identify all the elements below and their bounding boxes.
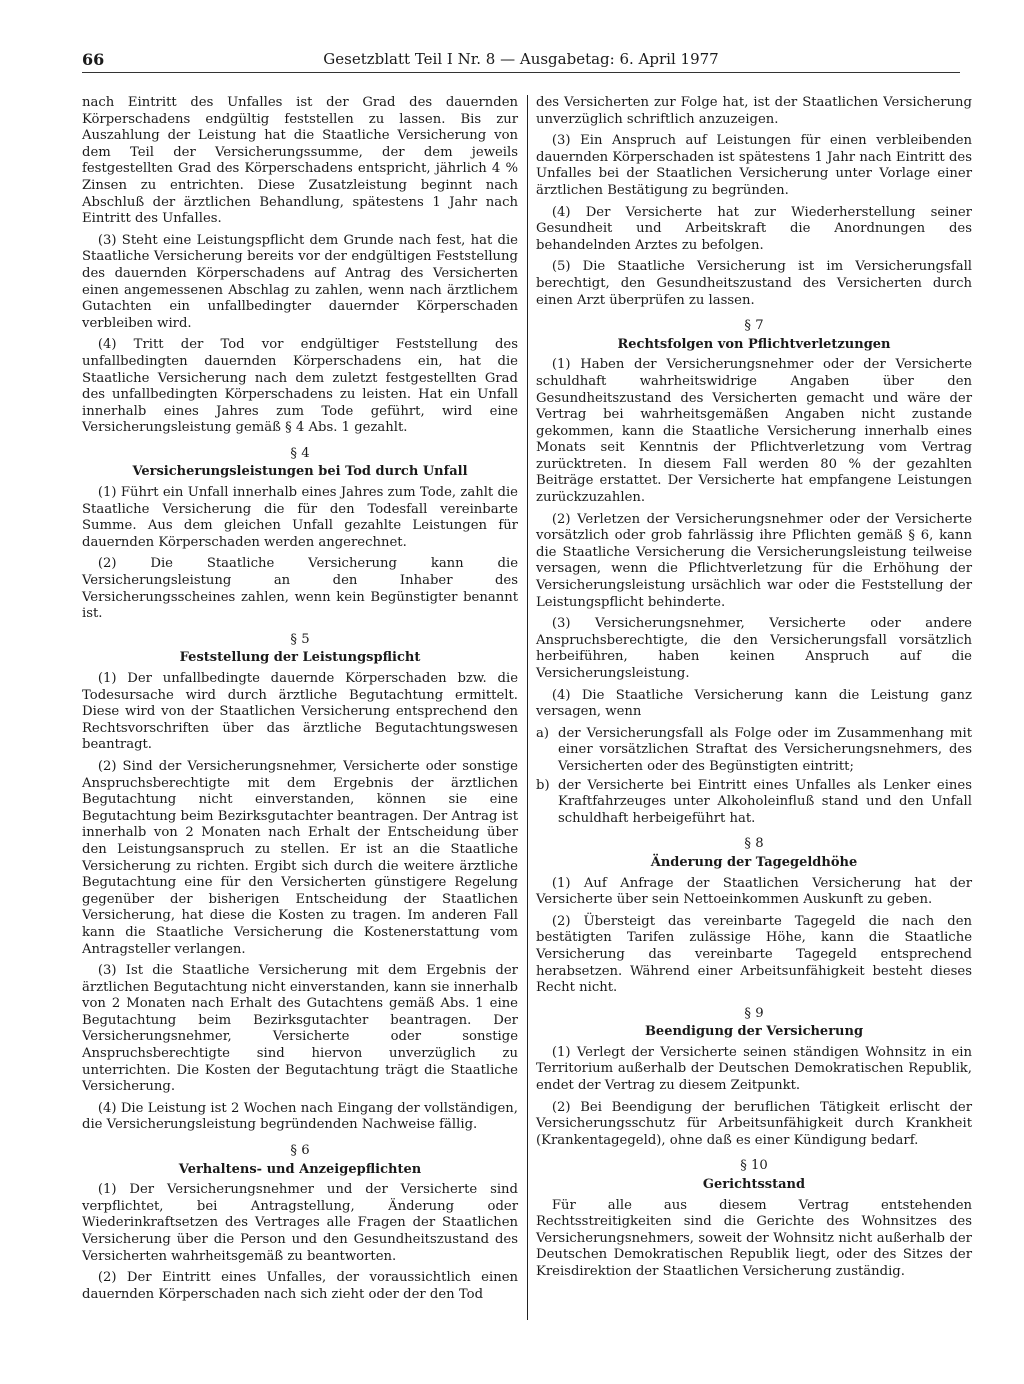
section-title: Beendigung der Versicherung — [644, 1024, 864, 1040]
paragraph: (4) Tritt der Tod vor endgültiger Feststellung des unfallbedingten dauernden Körperschadens ein, hat die Staatliche Versicherung nach dem zuletzt festgestellten Grad des unfallbedingten Körperschadens zu leisten. Hat ein Unfall innerhalb eines Jahres zum Tode geführt, wird eine Versicherungsleistung gemäß § 4 Abs. 1 gezahlt. — [82, 337, 518, 436]
section-number: § 4 — [290, 445, 310, 461]
paragraph: (4) Die Staatliche Versicherung kann die Leistung ganz versagen, wenn — [536, 687, 972, 720]
section-title: Feststellung der Leistungspflicht — [179, 650, 421, 666]
section-title: Verhaltens- und Anzeigepflichten — [178, 1161, 422, 1177]
left-column — [82, 95, 518, 1308]
paragraph: (1) Auf Anfrage der Staatlichen Versicherung hat der Versicherte über sein Nettoeinkommen Auskunft zu geben. — [536, 875, 972, 908]
list-item — [536, 726, 972, 776]
list-item-label: b) — [536, 777, 550, 793]
section-number: § 7 — [744, 318, 764, 334]
page-number: 66 — [82, 50, 105, 69]
paragraph: (2) Übersteigt das vereinbarte Tagegeld die nach den bestätigten Tarifen zulässige Höhe, kann die Staatliche Versicherung das vereinbarte Tagegeld entsprechend herabsetzen. Während einer Arbeitsunfähigkeit besteht dieses Recht nicht. — [536, 913, 972, 996]
paragraph: (2) Sind der Versicherungsnehmer, Versicherte oder sonstige Anspruchsberechtigte mit dem Ergebnis der ärztlichen Begutachtung nicht einverstanden, können sie eine Begutachtung beim Bezirksgutachter beantragen. Der Antrag ist innerhalb von 2 Monaten nach Erhalt der Entscheidung über den Leistungsanspruch zu stellen. Er ist an die Staatliche Versicherung zu richten. Ergibt sich durch die weitere ärztliche Begutachtung eine für den Versicherten günstigere Regelung gegenüber der bisherigen Entscheidung der Staatlichen Versicherung, hat diese die Kosten zu tragen. Im anderen Fall kann die Staatliche Versicherung die Kostenerstattung vom Antragsteller verlangen. — [82, 758, 518, 957]
column-divider — [527, 95, 528, 1320]
paragraph: (3) Steht eine Leistungspflicht dem Grunde nach fest, hat die Staatliche Versicherung bereits vor der endgültigen Feststellung des dauernden Körperschadens auf Antrag des Versicherten einen angemessenen Abschlag zu zahlen, wenn nach ärztlichem Gutachten ein unfallbedingter dauernder Körperschaden verbleiben wird. — [82, 232, 518, 331]
list-item-text: der Versicherte bei Eintritt eines Unfalles als Lenker eines Kraftfahrzeuges unter Alkoholeinfluß stand und den Unfall schuldhaft herbeigeführt hat. — [558, 777, 972, 826]
paragraph: (1) Der unfallbedingte dauernde Körperschaden bzw. die Todesursache wird durch ärztliche Begutachtung ermittelt. Diese wird von der Staatlichen Versicherung entsprechend den Rechtsvorschriften über das ärztliche Begutachtungswesen beantragt. — [82, 671, 518, 753]
paragraph: (1) Verlegt der Versicherte seinen ständigen Wohnsitz in ein Territorium außerhalb der Deutschen Demokratischen Republik, endet der Vertrag zu diesem Zeitpunkt. — [536, 1044, 972, 1094]
section-title: Rechtsfolgen von Pflichtverletzungen — [617, 336, 891, 352]
paragraph: (3) Ein Anspruch auf Leistungen für einen verbleibenden dauernden Körperschaden ist spätestens 1 Jahr nach Eintritt des Unfalles bei der Staatlichen Versicherung unter Vorlage einer ärztlichen Bestätigung zu begründen. — [536, 133, 972, 198]
paragraph: (1) Der Versicherungsnehmer und der Versicherte sind verpflichtet, bei Antragstellung, Änderung oder Wiederinkraftsetzen des Vertrages alle Fragen der Staatlichen Versicherung über die Person und den Gesundheitszustand des Versicherten wahrheitsgemäß zu beantworten. — [82, 1182, 518, 1264]
running-title: Gesetzblatt Teil I Nr. 8 — Ausgabetag: 6. April 1977 — [323, 50, 719, 68]
paragraph: (2) Verletzen der Versicherungsnehmer oder der Versicherte vorsätzlich oder grob fahrlässig ihre Pflichten gemäß § 6, kann die Staatliche Versicherung die Versicherungsleistung teilweise versagen, wenn die Pflichtverletzung für die Erhöhung der Versicherungsleistung ursächlich war oder die Feststellung der Leistungspflicht behinderte. — [536, 511, 972, 610]
section-number: § 9 — [744, 1005, 764, 1021]
paragraph: (3) Versicherungsnehmer, Versicherte oder andere Anspruchsberechtigte, die den Versicherungsfall vorsätzlich herbeiführen, haben keinen Anspruch auf die Versicherungsleistung. — [536, 616, 972, 681]
paragraph: nach Eintritt des Unfalles ist der Grad des dauernden Körperschadens endgültig feststellen zu lassen. Bis zur Auszahlung der Leistung hat die Staatliche Versicherung von dem Teil der Versicherungssumme, der dem jeweils festgestellten Grad des Körperschadens entspricht, jährlich 4 % Zinsen zu entrichten. Diese Zusatzleistung beginnt nach Abschluß der ärztlichen Behandlung, spätestens 1 Jahr nach Eintritt des Unfalles. — [82, 95, 518, 227]
paragraph: (1) Haben der Versicherungsnehmer oder der Versicherte schuldhaft wahrheitswidrige Angaben über den Gesundheitszustand des Versicherten gemacht und wäre der Vertrag bei wahrheitsgemäßen Angaben nicht zustande gekommen, kann die Staatliche Versicherung innerhalb eines Monats seit Kenntnis der Pflichtverletzung vom Vertrag zurücktreten. In diesem Fall werden 80 % der gezahlten Beiträge erstattet. Der Versicherte hat empfangene Leistungen zurückzuzahlen. — [536, 357, 972, 506]
page-header — [82, 50, 960, 73]
section-number: § 10 — [740, 1158, 768, 1174]
section-number: § 5 — [290, 631, 310, 647]
section-number: § 6 — [290, 1143, 310, 1159]
paragraph: des Versicherten zur Folge hat, ist der Staatlichen Versicherung unverzüglich schriftlich anzuzeigen. — [536, 95, 972, 127]
paragraph: (2) Der Eintritt eines Unfalles, der voraussichtlich einen dauernden Körperschaden nach sich zieht oder der den Tod — [82, 1270, 518, 1302]
paragraph: (5) Die Staatliche Versicherung ist im Versicherungsfall berechtigt, den Gesundheitszustand des Versicherten durch einen Arzt überprüfen zu lassen. — [536, 259, 972, 308]
list-item — [536, 778, 972, 828]
section-title: Änderung der Tagegeldhöhe — [650, 854, 858, 870]
list-item-label: a) — [536, 725, 550, 741]
paragraph: (4) Der Versicherte hat zur Wiederherstellung seiner Gesundheit und Arbeitskraft die Anordnungen des behandelnden Arztes zu befolgen. — [536, 204, 972, 253]
paragraph: (3) Ist die Staatliche Versicherung mit dem Ergebnis der ärztlichen Begutachtung nicht einverstanden, kann sie innerhalb von 2 Monaten nach Erhalt des Gutachtens gemäß Abs. 1 eine Begutachtung beim Bezirksgutachter beantragen. Der Versicherungsnehmer, Versicherte oder sonstige Anspruchsberechtigte sind hiervon unverzüglich zu unterrichten. Die Kosten der Begutachtung trägt die Staatliche Versicherung. — [82, 963, 518, 1095]
right-column — [536, 95, 972, 1286]
section-title: Gerichtsstand — [702, 1177, 806, 1193]
section-number: § 8 — [744, 836, 764, 852]
paragraph: (4) Die Leistung ist 2 Wochen nach Eingang der vollständigen, die Versicherungsleistung begründenden Nachweise fällig. — [82, 1100, 518, 1133]
paragraph: (2) Die Staatliche Versicherung kann die Versicherungsleistung an den Inhaber des Versicherungsscheines zahlen, wenn kein Begünstigter benannt ist. — [82, 556, 518, 622]
section-title: Versicherungsleistungen bei Tod durch Unfall — [132, 464, 468, 480]
paragraph: Für alle aus diesem Vertrag entstehenden Rechtsstreitigkeiten sind die Gerichte des Wohnsitzes des Versicherungsnehmers, soweit der Wohnsitz nicht außerhalb der Deutschen Demokratischen Republik liegt, oder des Sitzes der Kreisdirektion der Staatlichen Versicherung zuständig. — [536, 1197, 972, 1279]
list-item-text: der Versicherungsfall als Folge oder im Zusammenhang mit einer vorsätzlichen Straftat des Versicherungsnehmers, des Versicherten oder des Begünstigten eintritt; — [558, 725, 972, 774]
paragraph: (2) Bei Beendigung der beruflichen Tätigkeit erlischt der Versicherungsschutz für Arbeitsunfähigkeit durch Krankheit (Krankentagegeld), ohne daß es einer Kündigung bedarf. — [536, 1099, 972, 1148]
paragraph: (1) Führt ein Unfall innerhalb eines Jahres zum Tode, zahlt die Staatliche Versicherung die für den Todesfall vereinbarte Summe. Aus dem gleichen Unfall gezahlte Leistungen für dauernden Körperschaden werden angerechnet. — [82, 485, 518, 550]
